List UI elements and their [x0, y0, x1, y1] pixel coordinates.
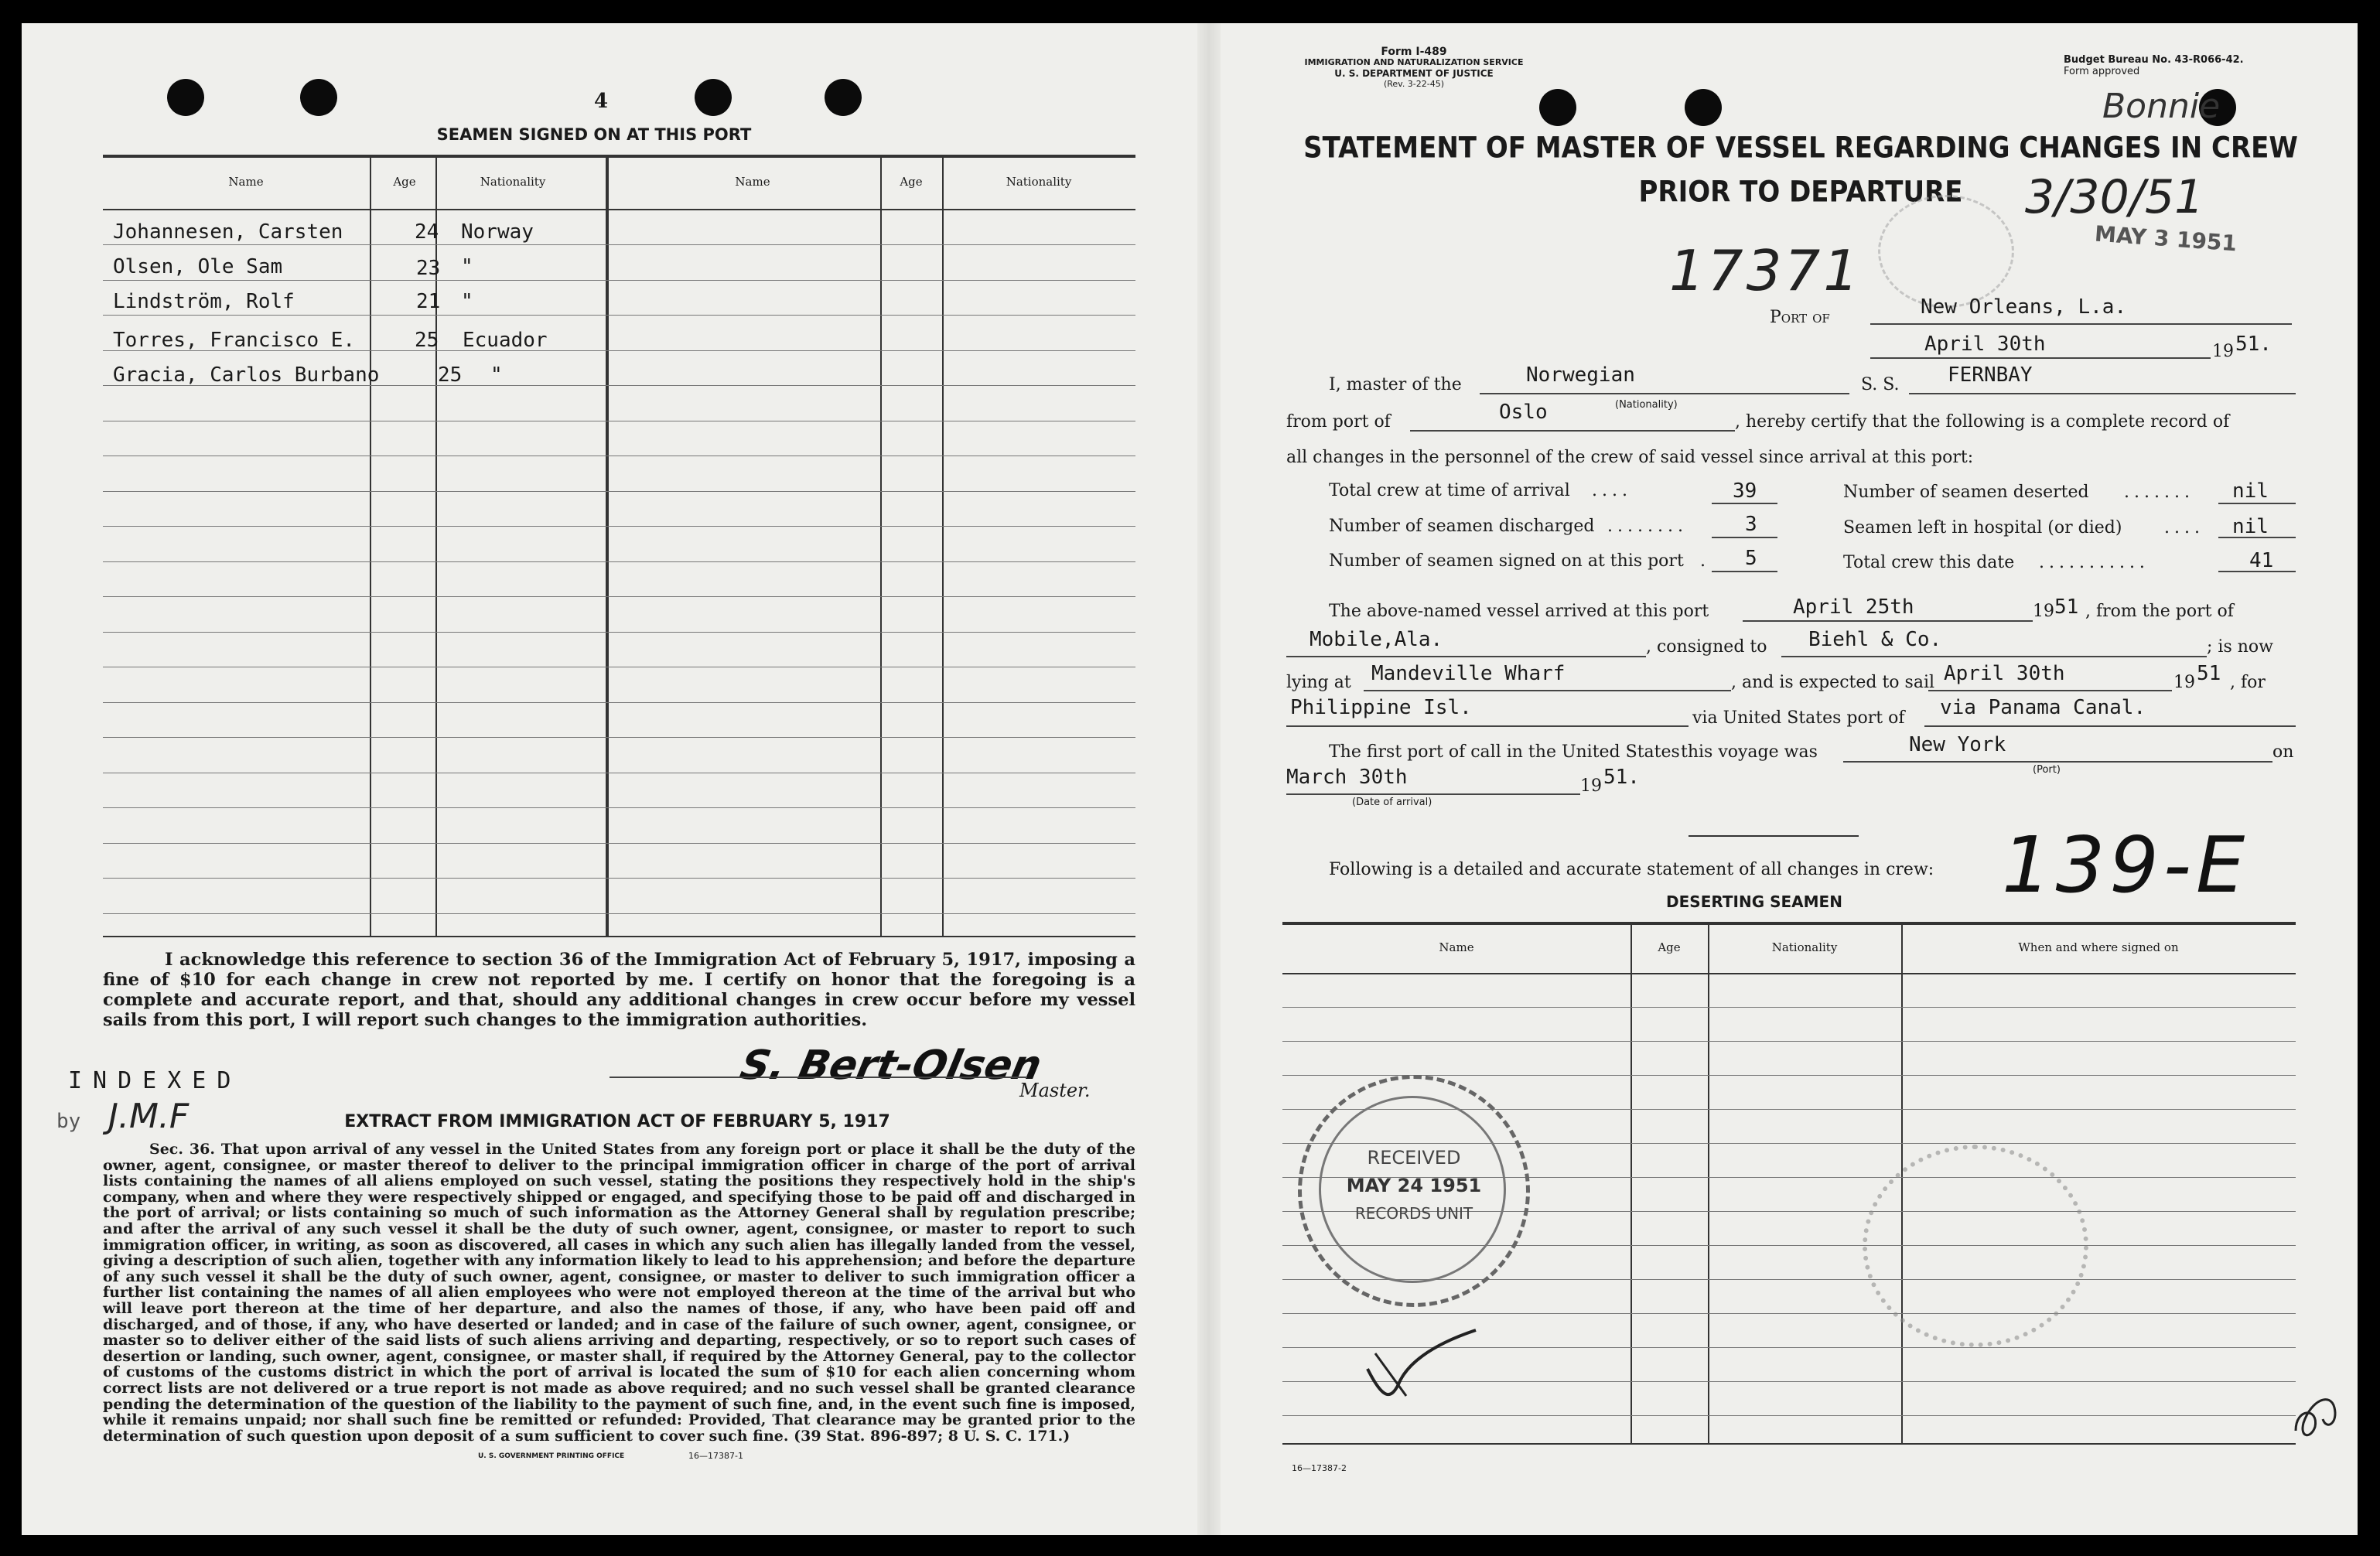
- first-port: New York: [1909, 733, 2006, 756]
- discharged-label: Number of seamen discharged: [1329, 517, 1595, 536]
- master-label: Master.: [1019, 1080, 1091, 1101]
- total-crew-date-label: Total crew this date: [1843, 553, 2015, 572]
- title-line-2: PRIOR TO DEPARTURE: [1638, 175, 1963, 210]
- hospital-value: nil: [2232, 515, 2269, 538]
- table-rule: [103, 596, 1135, 597]
- dot-leader: .: [1700, 551, 1710, 571]
- via-port: via Panama Canal.: [1940, 696, 2146, 719]
- table-rule: [103, 632, 1135, 633]
- col-header-nationality: Nationality: [1006, 175, 1072, 189]
- header-rule: [103, 209, 1135, 210]
- punch-hole: [1539, 89, 1576, 126]
- received-stamp: [1298, 1075, 1530, 1307]
- col-header-name: Name: [735, 175, 770, 189]
- col-header-nationality: Nationality: [480, 175, 546, 189]
- year-prefix: 19: [2212, 342, 2234, 361]
- extract-text: Sec. 36. That upon arrival of any vessel in the United States from any foreign port or place it shall be the duty of the owner, agent, consignee, or master thereof to deliver to the principal immigration officer in charge of the port of arrival lists containing the names of all aliens employed on such vessel, stating the positions they respectively hold in the ship's company, when and where they were respectively shipped or engaged, and specifying those to be paid off and discharged in the port of arrival; or lists containing so much of such information as the Attorney General shall by regulation prescribe; and after the arrival of any such vessel it shall be the duty of such owner, agent, consignee, or master to report to such immigration officer, in writing, as soon as discovered, all cases in which any such alien has illegally landed from the vessel, giving a description of such alien, together with any information likely to lead to his apprehension; and before the departure of any such vessel it shall be the duty of such owner, agent, consignee, or master to deliver to such immigration officer a further list containing the names of all alien employees who were not employed thereon at the time of the arrival but who will leave port thereon at the time of her departure, and also the names of those, if any, who have been paid off and discharged, and of those, if any, who have deserted or landed; and in case of the failure of such owner, agent, consignee, or master so to deliver either of the said lists of such aliens arriving and departing, respectively, or so to report such cases of desertion or landing, such owner, agent, consignee, or master shall, if required by the Attorney General, pay to the collector of customs of the customs district in which the port of arrival is located the sum of $10 for each alien concerning whom correct lists are not delivered or a true report is not made as above required; and no such vessel shall be granted clearance pending the determination of the question of the liability to the payment of such fine, and, in the event such fine is imposed, while it remains unpaid; nor shall such fine be remitted or refunded: Provided, That clearance may be granted prior to the determination of such question upon deposit of a sum sufficient to cover such fine. (39 Stat. 896-897; 8 U. S. C. 171.): [103, 1141, 1135, 1445]
- agency-dept: U. S. DEPARTMENT OF JUSTICE: [1334, 68, 1494, 79]
- on-label: on: [2272, 742, 2294, 762]
- discharged-value: 3: [1745, 513, 1757, 536]
- dot-leader: ....: [2164, 518, 2204, 537]
- acknowledgement-text: I acknowledge this reference to section 36 of the Immigration Act of February 5, 1917, imposing a fine of $10 for each change in crew not reported by me. I certify on honor that the foregoing is a complete and accurate report, and that, should any additional changes in crew occur before my vessel sails from this port, I will report such changes to the immigration authorities.: [103, 950, 1135, 1030]
- vessel-line: [1909, 393, 2296, 394]
- handwritten-date: 3/30/51: [2025, 170, 2204, 224]
- total-crew-date-value: 41: [2249, 549, 2274, 572]
- value-line: [1712, 571, 1777, 572]
- first-port-year: 51.: [1603, 766, 1640, 789]
- hospital-label: Seamen left in hospital (or died): [1843, 518, 2122, 537]
- table-rule: [1282, 1075, 2296, 1076]
- port-value: New Orleans, L.a.: [1921, 295, 2127, 319]
- year-prefix: 19: [2033, 602, 2054, 621]
- form-revision: (Rev. 3-22-45): [1383, 79, 1445, 89]
- faint-stamp: [1878, 195, 2014, 308]
- signed-on-label: Number of seamen signed on at this port: [1329, 551, 1684, 571]
- table-rule: [103, 843, 1135, 844]
- seaman-age: 23: [416, 257, 441, 280]
- deserting-title: DESERTING SEAMEN: [1666, 892, 1842, 911]
- voyage-was-label: this voyage was: [1681, 742, 1818, 762]
- seaman-nationality: ": [490, 363, 503, 387]
- faint-round-stamp: [1863, 1145, 2088, 1347]
- dot-leader: ....: [1592, 481, 1632, 500]
- table-rule: [103, 244, 1135, 245]
- from-the-port-of: , from the port of: [2085, 602, 2234, 621]
- consignee-line: [1781, 656, 2207, 657]
- document-sheet: [22, 23, 2358, 1535]
- table-rule: [103, 491, 1135, 492]
- form-approved: Form approved: [2064, 66, 2140, 77]
- handwritten-note: Bonnie: [2102, 87, 2221, 126]
- nationality-line: [1480, 393, 1849, 394]
- indexed-by-label: by: [56, 1110, 81, 1133]
- deserting-col-signed-on: When and where signed on: [2018, 940, 2179, 954]
- wharf-line: [1364, 690, 1731, 691]
- table-rule: [1282, 1007, 2296, 1008]
- date-value: April 30th: [1924, 333, 2046, 356]
- seaman-age: 25: [438, 363, 463, 387]
- deserted-value: nil: [2232, 479, 2269, 503]
- value-line: [2218, 571, 2296, 572]
- column-divider: [370, 158, 371, 937]
- date-of-arrival-caption: (Date of arrival): [1352, 797, 1432, 808]
- following-text: Following is a detailed and accurate statement of all changes in crew:: [1329, 860, 1934, 879]
- table-rule: [103, 913, 1135, 914]
- punch-hole: [167, 79, 204, 116]
- expected-sail-label: , and is expected to sail: [1731, 673, 1935, 692]
- initials-mark-icon: [2288, 1384, 2350, 1446]
- origin-port: Mobile,Ala.: [1310, 628, 1443, 651]
- destination-line: [1286, 725, 1689, 727]
- is-now: ; is now: [2207, 637, 2273, 657]
- column-divider: [880, 158, 882, 937]
- nationality-caption: (Nationality): [1615, 399, 1678, 411]
- indexed-stamp: INDEXED: [68, 1067, 242, 1094]
- table-rule: [103, 280, 1135, 281]
- sail-date-line: [1928, 690, 2172, 691]
- consigned-to-label: , consigned to: [1646, 637, 1767, 657]
- value-line: [2218, 503, 2296, 504]
- budget-bureau-number: Budget Bureau No. 43-R066-42.: [2064, 54, 2244, 66]
- budget-bureau: [2064, 54, 2244, 77]
- seaman-nationality: Norway: [461, 220, 534, 244]
- arrived-year: 51: [2054, 595, 2079, 619]
- value-line: [1712, 537, 1777, 538]
- seaman-name: Johannesen, Carsten: [113, 220, 343, 244]
- port-label: Port of: [1770, 308, 1830, 327]
- form-code-left: 16—17387-1: [688, 1451, 743, 1461]
- port-line: [1870, 323, 2292, 325]
- stamp-records-unit: RECORDS UNIT: [1354, 1204, 1473, 1223]
- first-port-text: The first port of call in the United States: [1329, 742, 1680, 762]
- via-port-line: [1924, 725, 2296, 727]
- destination: Philippine Isl.: [1290, 696, 1472, 719]
- form-header: [1259, 46, 1569, 90]
- punch-hole: [825, 79, 862, 116]
- seaman-age: 24: [415, 220, 439, 244]
- extract-title: EXTRACT FROM IMMIGRATION ACT OF FEBRUARY 5, 1917: [344, 1112, 890, 1131]
- check-mark-icon: [1360, 1322, 1484, 1408]
- table-rule: [1282, 1041, 2296, 1042]
- punch-hole: [1685, 89, 1722, 126]
- col-header-age: Age: [900, 175, 923, 189]
- dot-leader: .......: [2124, 483, 2194, 502]
- year-prefix: 19: [1580, 776, 1602, 796]
- first-port-date: March 30th: [1286, 766, 1408, 789]
- seaman-nationality: Ecuador: [463, 329, 548, 352]
- seaman-nationality: ": [461, 255, 473, 278]
- certify-text: , hereby certify that the following is a complete record of: [1735, 412, 2230, 432]
- table-top-rule: [103, 155, 1135, 158]
- column-divider: [606, 158, 609, 937]
- deserting-col-name: Name: [1439, 940, 1474, 954]
- seaman-name: Lindström, Rolf: [113, 290, 295, 313]
- first-port-date-line: [1286, 793, 1580, 795]
- deserting-col-nationality: Nationality: [1771, 940, 1838, 954]
- from-port-line: [1410, 430, 1735, 432]
- table-rule: [1282, 1313, 2296, 1314]
- total-crew-arrival-label: Total crew at time of arrival: [1329, 481, 1570, 500]
- ss-label: S. S.: [1861, 375, 1900, 394]
- via-label: via United States port of: [1692, 708, 1905, 728]
- sail-date: April 30th: [1944, 662, 2065, 685]
- seaman-age: 21: [416, 290, 441, 313]
- date-line: [1870, 357, 2211, 359]
- table-rule: [103, 526, 1135, 527]
- signed-on-value: 5: [1745, 547, 1757, 570]
- deserting-col-age: Age: [1658, 940, 1681, 954]
- form-number: Form I-489: [1381, 46, 1447, 58]
- title-line-1: STATEMENT OF MASTER OF VESSEL REGARDING CHANGES IN CREW: [1303, 131, 2298, 165]
- punch-hole: [300, 79, 337, 116]
- consignee: Biehl & Co.: [1808, 628, 1942, 651]
- arrived-date: April 25th: [1793, 595, 1914, 619]
- deserted-label: Number of seamen deserted: [1843, 483, 2089, 502]
- seaman-name: Torres, Francisco E.: [113, 329, 356, 352]
- from-port-label: from port of: [1286, 412, 1391, 432]
- dot-leader: ........: [1607, 517, 1688, 536]
- deserting-header-rule: [1282, 973, 2296, 974]
- signature-line: [610, 1077, 1027, 1078]
- column-divider: [1708, 925, 1709, 1443]
- column-divider: [1630, 925, 1632, 1443]
- seaman-name: Gracia, Carlos Burbano: [113, 363, 380, 387]
- table-rule: [103, 807, 1135, 808]
- form-code-right: 16—17387-2: [1292, 1463, 1347, 1473]
- origin-port-line: [1286, 656, 1646, 657]
- port-caption: (Port): [2033, 764, 2061, 776]
- sail-year: 51: [2197, 662, 2221, 685]
- col-header-name: Name: [228, 175, 264, 189]
- date-stamp: MAY 3 1951: [2094, 220, 2238, 257]
- value-line: [2218, 537, 2296, 538]
- master-of-label: I, master of the: [1329, 375, 1462, 394]
- vessel-name: FERNBAY: [1948, 363, 2033, 387]
- table-rule: [103, 878, 1135, 879]
- column-divider: [942, 158, 944, 937]
- deserting-bottom-rule: [1282, 1443, 2296, 1445]
- stamp-received-date: MAY 24 1951: [1346, 1175, 1482, 1196]
- table-rule: [103, 315, 1135, 316]
- handwritten-code: 139-E: [2002, 820, 2250, 910]
- separator-rule: [1689, 835, 1859, 837]
- table-bottom-rule: [103, 936, 1135, 937]
- dot-leader: ...........: [2039, 553, 2150, 572]
- printing-office: U. S. GOVERNMENT PRINTING OFFICE: [478, 1452, 625, 1460]
- total-crew-arrival-value: 39: [1733, 479, 1757, 503]
- table-rule: [103, 561, 1135, 562]
- year-value: 51.: [2235, 333, 2272, 356]
- agency-name: IMMIGRATION AND NATURALIZATION SERVICE: [1304, 57, 1524, 67]
- seaman-nationality: ": [461, 290, 473, 313]
- seaman-age: 25: [415, 329, 439, 352]
- table-rule: [103, 702, 1135, 703]
- master-signature: S. Bert-Olsen: [736, 1042, 1046, 1089]
- indexed-initials: J.M.F: [108, 1097, 190, 1136]
- handwritten-file-number: 17371: [1669, 238, 1863, 303]
- stamp-received: RECEIVED: [1367, 1147, 1461, 1169]
- nationality-value: Norwegian: [1526, 363, 1635, 387]
- from-port-value: Oslo: [1499, 401, 1548, 424]
- certify-text-2: all changes in the personnel of the crew of said vessel since arrival at this port:: [1286, 448, 1974, 467]
- arrived-date-line: [1743, 620, 2033, 622]
- deserting-top-rule: [1282, 922, 2296, 925]
- punch-hole: [695, 79, 732, 116]
- table-rule: [103, 737, 1135, 738]
- page-number: 4: [594, 90, 609, 113]
- lying-at-label: lying at: [1286, 673, 1351, 692]
- first-port-line: [1843, 761, 2272, 763]
- year-prefix: 19: [2173, 673, 2195, 692]
- page-fold: [1197, 23, 1221, 1535]
- col-header-age: Age: [393, 175, 416, 189]
- section-title: SEAMEN SIGNED ON AT THIS PORT: [436, 125, 752, 144]
- table-rule: [1282, 1415, 2296, 1416]
- arrived-text: The above-named vessel arrived at this port: [1329, 602, 1709, 621]
- seaman-name: Olsen, Ole Sam: [113, 255, 283, 278]
- wharf-value: Mandeville Wharf: [1371, 662, 1566, 685]
- for-label: , for: [2230, 673, 2266, 692]
- value-line: [1712, 503, 1777, 504]
